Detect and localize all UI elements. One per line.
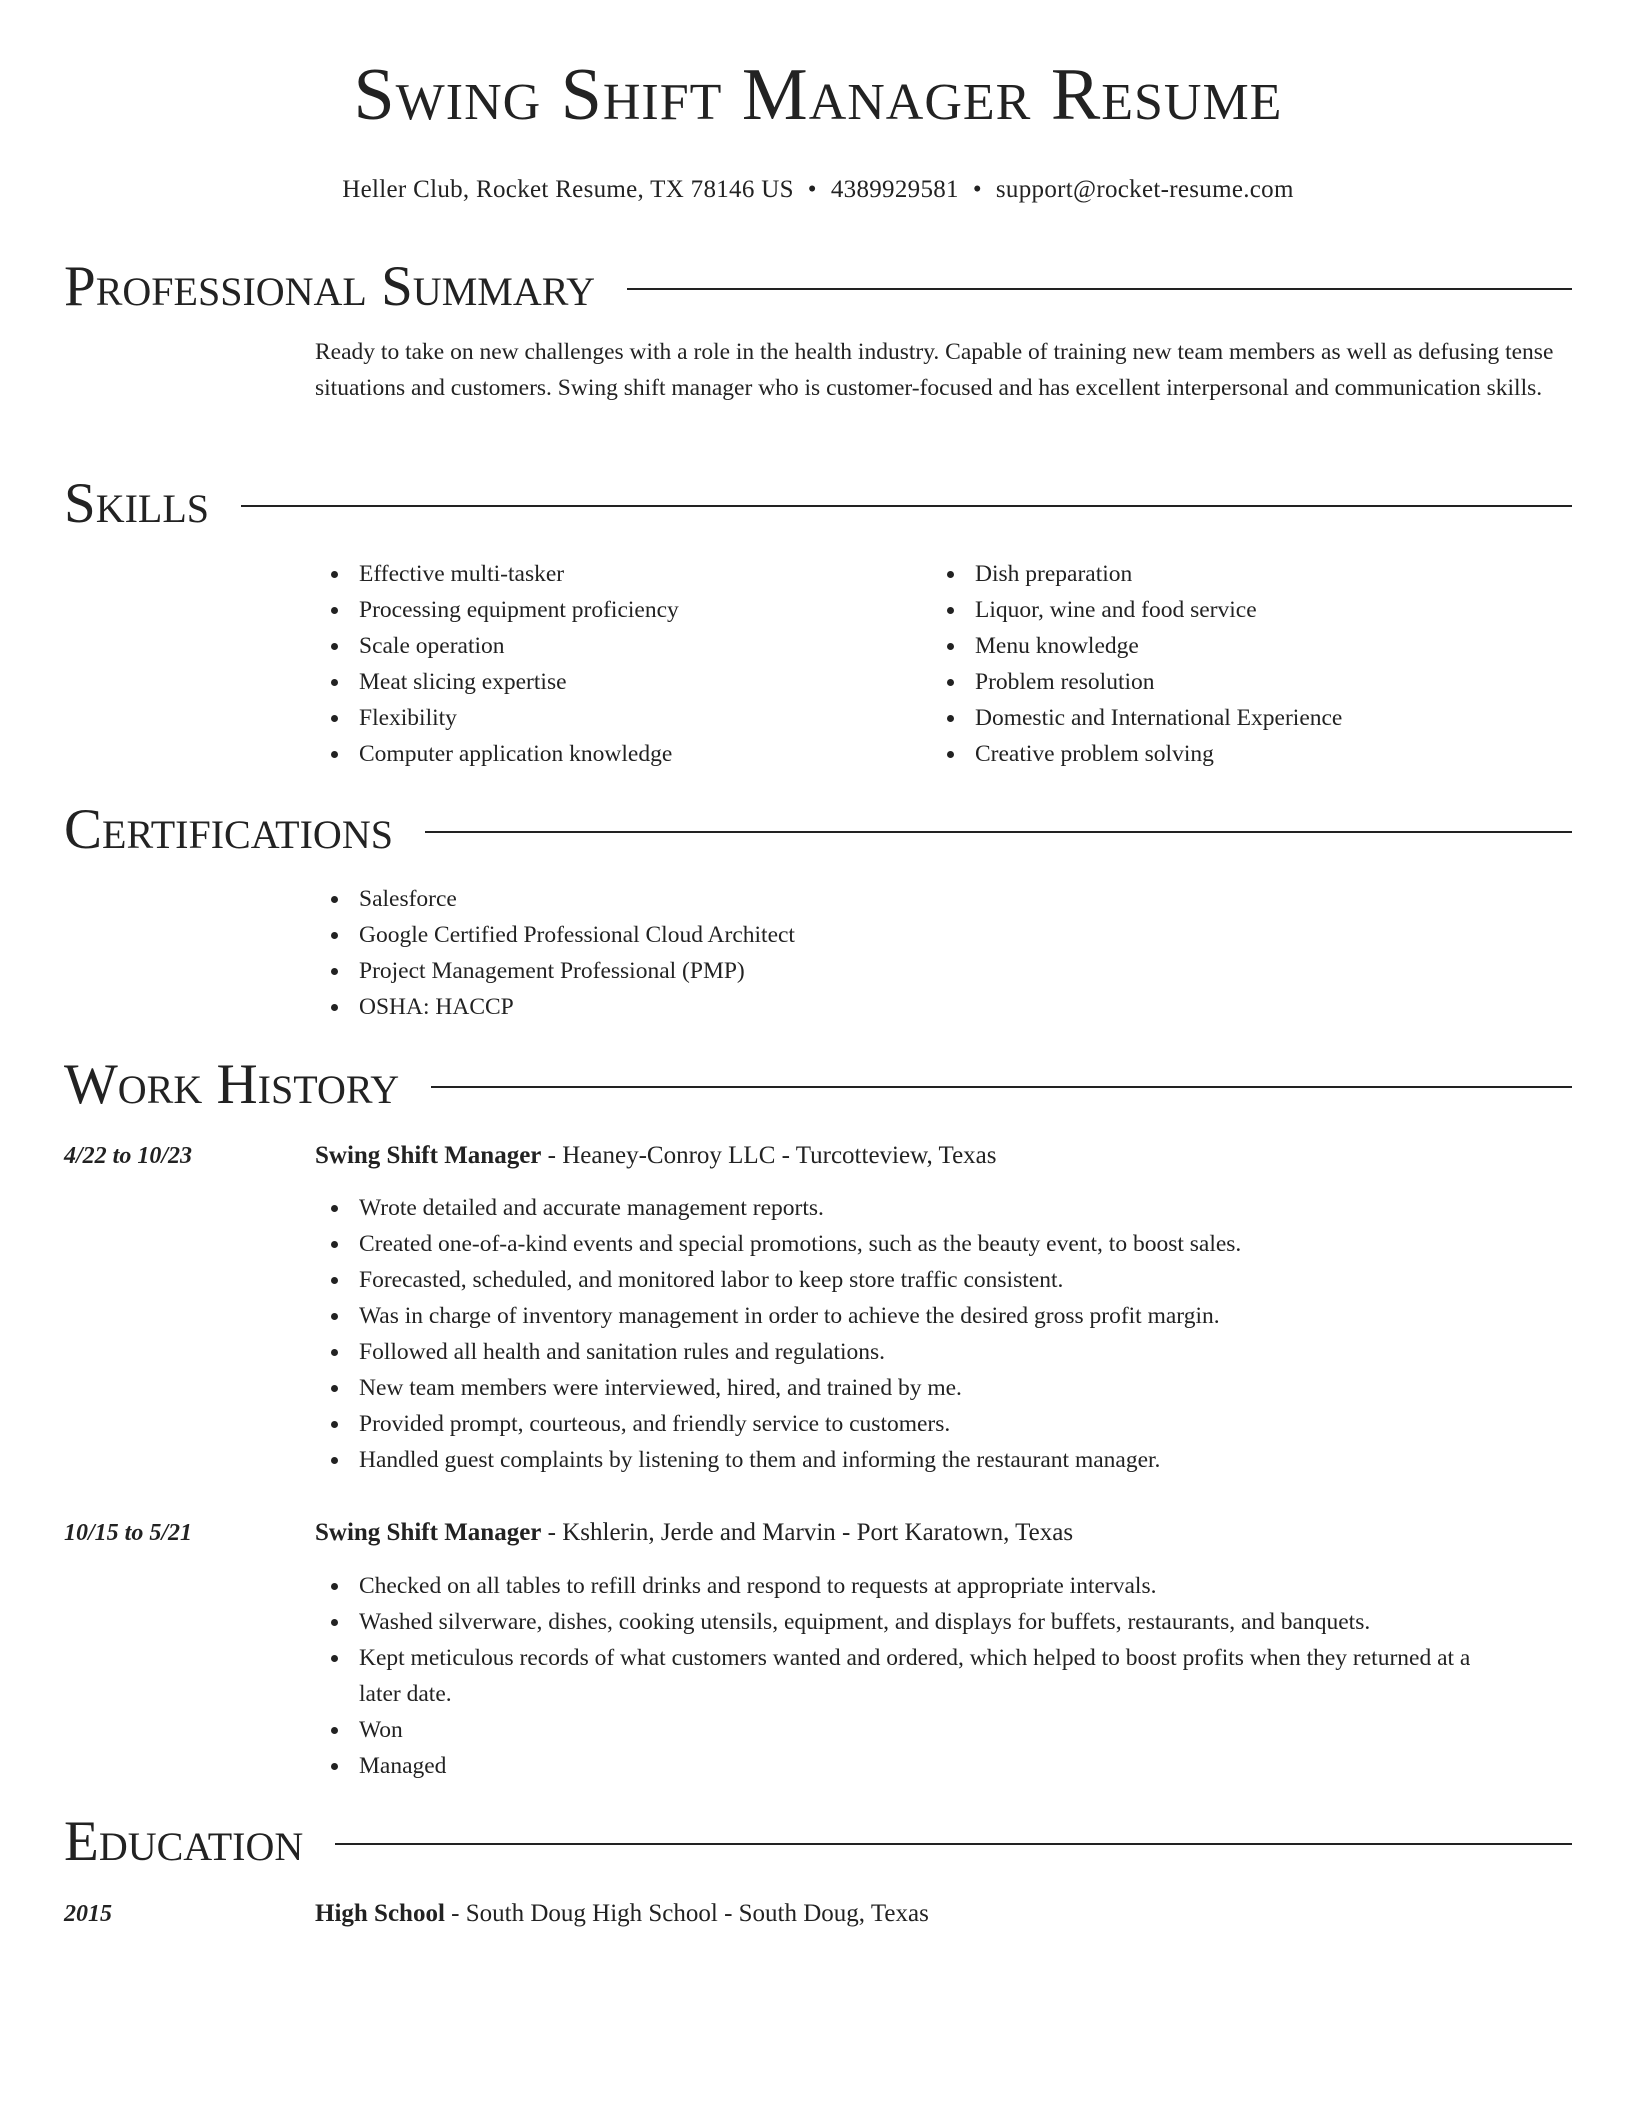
job-employer: - Kshlerin, Jerde and Marvin - Port Karatown, Texas: [541, 1519, 1074, 1546]
skills-heading: Skills: [64, 472, 210, 535]
skills-list-right: [931, 556, 1547, 772]
job-duty-item: Washed silverware, dishes, cooking utensils, equipment, and displays for buffets, restaurants, and banquets.: [315, 1604, 1515, 1640]
job-duty-item: Handled guest complaints by listening to them and informing the restaurant manager.: [315, 1442, 1515, 1478]
skill-item: Creative problem solving: [931, 736, 1547, 772]
work-heading: Work History: [64, 1053, 400, 1116]
skills-columns: [315, 556, 1572, 772]
section-divider: [431, 1086, 1572, 1088]
certifications-body: [315, 881, 1515, 1025]
certifications-list: [315, 881, 1515, 1025]
job-duty-item: Won: [315, 1712, 1515, 1748]
skill-item: Domestic and International Experience: [931, 700, 1547, 736]
certification-item: Google Certified Professional Cloud Architect: [315, 917, 1515, 953]
skill-item: Menu knowledge: [931, 628, 1547, 664]
job-duty-item: Wrote detailed and accurate management reports.: [315, 1190, 1515, 1226]
skill-item: Effective multi-tasker: [315, 556, 931, 592]
job-role: Swing Shift Manager: [315, 1142, 542, 1169]
job-duty-item: Was in charge of inventory management in order to achieve the desired gross profit margin.: [315, 1298, 1515, 1334]
skills-section-header: [64, 472, 1572, 535]
contact-separator: •: [807, 176, 817, 203]
skill-item: Flexibility: [315, 700, 931, 736]
job-duties: [315, 1190, 1515, 1478]
contact-separator: •: [972, 176, 982, 203]
contact-phone: 4389929581: [830, 176, 959, 203]
skills-list-left: [315, 556, 931, 772]
contact-address: Heller Club, Rocket Resume, TX 78146 US: [342, 176, 794, 203]
education-school: - South Doug High School - South Doug, Texas: [444, 1900, 929, 1927]
job-employer: - Heaney-Conroy LLC - Turcotteview, Texas: [541, 1142, 997, 1169]
summary-heading: Professional Summary: [64, 255, 596, 318]
summary-section-header: [64, 255, 1572, 318]
section-divider: [627, 288, 1572, 290]
contact-email: support@rocket-resume.com: [995, 176, 1294, 203]
skill-item: Processing equipment proficiency: [315, 592, 931, 628]
job-role: Swing Shift Manager: [315, 1519, 542, 1546]
job-duties: [315, 1568, 1515, 1784]
summary-text: Ready to take on new challenges with a role in the health industry. Capable of training new team members as well as defusing tense situations and customers. Swing shift manager who is customer-focused and has excellent interpersonal and communication skills.: [315, 339, 1554, 401]
skill-item: Problem resolution: [931, 664, 1547, 700]
job-duty-item: Followed all health and sanitation rules and regulations.: [315, 1334, 1515, 1370]
education-degree: High School: [315, 1900, 445, 1927]
job-dates: 10/15 to 5/21: [64, 1520, 193, 1546]
job-duties-list: [315, 1568, 1515, 1784]
job-duty-item: New team members were interviewed, hired, and trained by me.: [315, 1370, 1515, 1406]
job-duties-list: [315, 1190, 1515, 1478]
resume-title: Swing Shift Manager Resume: [353, 54, 1283, 136]
job-duty-item: Checked on all tables to refill drinks and respond to requests at appropriate intervals.: [315, 1568, 1515, 1604]
job-duty-item: Kept meticulous records of what customers wanted and ordered, which helped to boost profits when they returned at a later date.: [315, 1640, 1515, 1712]
certification-item: Salesforce: [315, 881, 1515, 917]
certification-item: OSHA: HACCP: [315, 989, 1515, 1025]
education-year: 2015: [64, 1901, 112, 1927]
section-divider: [335, 1843, 1572, 1845]
summary-body: [315, 334, 1572, 406]
job-duty-item: Forecasted, scheduled, and monitored labor to keep store traffic consistent.: [315, 1262, 1515, 1298]
education-heading: Education: [64, 1810, 304, 1873]
job-title-line: [315, 1515, 1572, 1551]
job-dates: 4/22 to 10/23: [64, 1143, 193, 1169]
job-duty-item: Provided prompt, courteous, and friendly service to customers.: [315, 1406, 1515, 1442]
certification-item: Project Management Professional (PMP): [315, 953, 1515, 989]
education-line: [315, 1896, 1572, 1932]
section-divider: [425, 831, 1572, 833]
skill-item: Liquor, wine and food service: [931, 592, 1547, 628]
job-duty-item: Created one-of-a-kind events and special promotions, such as the beauty event, to boost sales.: [315, 1226, 1515, 1262]
skill-item: Scale operation: [315, 628, 931, 664]
certifications-heading: Certifications: [64, 798, 393, 861]
job-duty-item: Managed: [315, 1748, 1515, 1784]
skill-item: Meat slicing expertise: [315, 664, 931, 700]
education-section-header: [64, 1810, 1572, 1873]
certifications-section-header: [64, 798, 1572, 861]
job-title-line: [315, 1138, 1572, 1174]
work-section-header: [64, 1053, 1572, 1116]
contact-line: [64, 174, 1572, 207]
skill-item: Dish preparation: [931, 556, 1547, 592]
section-divider: [241, 505, 1572, 507]
skill-item: Computer application knowledge: [315, 736, 931, 772]
